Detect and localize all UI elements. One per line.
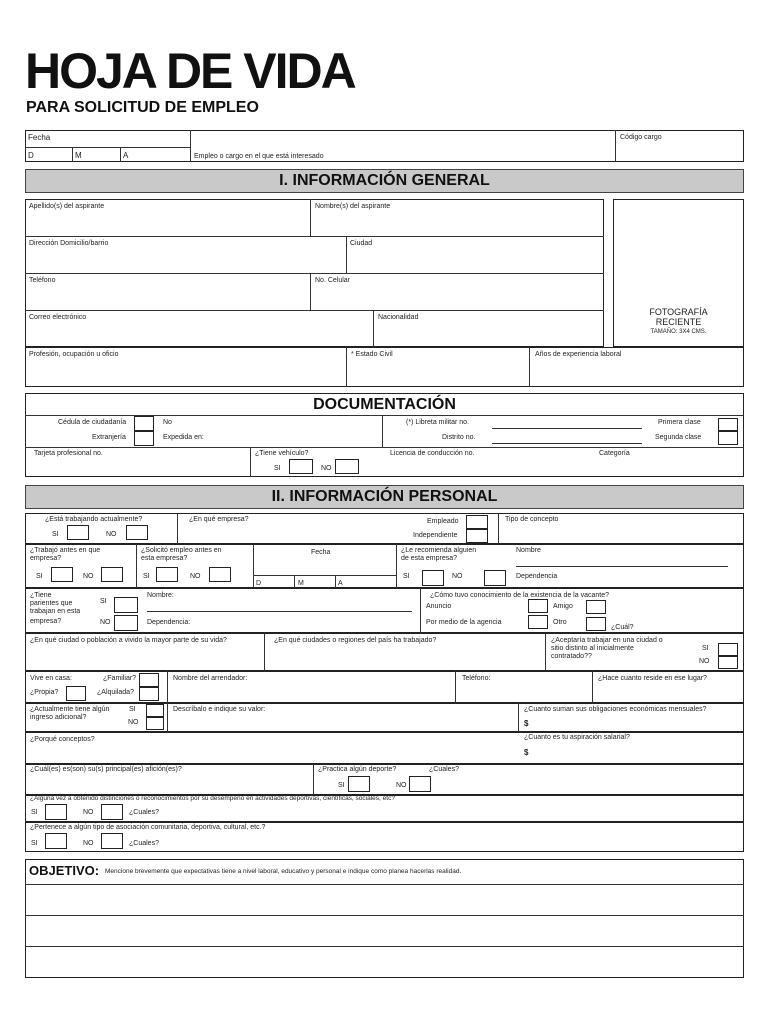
trabajo-antes-label-1: ¿Trabajó antes en que — [30, 547, 101, 554]
objetivo-label: OBJETIVO: — [29, 863, 100, 878]
ingreso-no-label: NO — [128, 719, 139, 726]
independiente-checkbox[interactable] — [466, 529, 488, 543]
amigo-label: Amigo — [553, 603, 573, 610]
extranjeria-checkbox[interactable] — [134, 431, 154, 446]
fecha-solicitud-a: A — [338, 580, 343, 587]
celular-label: No. Celular — [315, 277, 351, 284]
distinciones-no-label: NO — [83, 809, 94, 816]
recomienda-label-1: ¿Le recomienda alguien — [401, 547, 477, 554]
categoria-label: Categoría — [599, 450, 630, 457]
nacionalidad-label: Nacionalidad — [378, 314, 419, 321]
empleo-label: Empleo o cargo en el que está interesado — [194, 153, 324, 160]
segunda-clase-checkbox[interactable] — [718, 431, 738, 445]
aceptaria-no-label: NO — [699, 658, 710, 665]
distinciones-no-checkbox[interactable] — [101, 804, 123, 820]
arrendador-telefono-label: Teléfono: — [462, 675, 491, 682]
ciudad-vivido-label: ¿En qué ciudad o población a vivido la mayor parte de su vida? — [30, 637, 227, 644]
aspiracion-label: ¿Cuanto es tu aspiración salarial? — [524, 734, 630, 741]
page-subtitle: PARA SOLICITUD DE EMPLEO — [26, 99, 259, 116]
que-empresa-label: ¿En qué empresa? — [189, 516, 249, 523]
dia-label: D — [28, 151, 34, 160]
photo-label-2: RECIENTE — [655, 317, 702, 327]
ingreso-label-2: ingreso adicional? — [30, 714, 87, 721]
trabajando-no-label: NO — [106, 531, 117, 538]
cedula-label: Cédula de ciudadanía — [58, 419, 127, 426]
trabajando-si-label: SI — [52, 531, 59, 538]
apellidos-label: Apellido(s) del aspirante — [29, 203, 105, 210]
vehiculo-si-checkbox[interactable] — [289, 459, 313, 474]
cedula-checkbox[interactable] — [134, 416, 154, 431]
otro-label: Otro — [553, 619, 567, 626]
mes-label: M — [75, 151, 82, 160]
primera-clase-checkbox[interactable] — [718, 418, 738, 431]
parientes-label-4: empresa? — [30, 618, 62, 625]
section-personal-heading: II. INFORMACIÓN PERSONAL — [25, 485, 744, 509]
ingreso-label-1: ¿Actualmente tiene algún — [30, 706, 110, 713]
distinciones-si-label: SI — [31, 809, 38, 816]
hace-cuanto-label: ¿Hace cuanto reside en ese lugar? — [598, 675, 707, 682]
describalo-label: Descríbalo e indique su valor: — [173, 706, 266, 713]
photo-size-label: TAMAÑO: 3X4 CMS. — [650, 329, 707, 335]
asociacion-no-label: NO — [83, 840, 94, 847]
parientes-dependencia-label: Dependencia: — [147, 619, 191, 626]
ciudades-trabajado-label: ¿En qué ciudades o regiones del país ha trabajado? — [274, 637, 437, 644]
agencia-label: Por medio de la agencia — [426, 619, 502, 626]
direccion-label: Dirección Domicilio/barrio — [29, 240, 109, 247]
solicito-label-2: esta empresa? — [141, 555, 188, 562]
tipo-contrato-label: Tipo de concepto — [505, 516, 559, 523]
solicito-no-label: NO — [190, 573, 201, 580]
recomienda-nombre-label: Nombre — [516, 547, 541, 554]
photo-label-1: FOTOGRAFÍA — [649, 307, 708, 317]
ingreso-si-label: SI — [129, 706, 136, 713]
asociacion-no-checkbox[interactable] — [101, 833, 123, 849]
trabajo-antes-no-checkbox[interactable] — [101, 567, 123, 582]
parientes-si-checkbox[interactable] — [114, 597, 138, 613]
propia-label: ¿Propia? — [30, 689, 59, 696]
documentacion-heading: DOCUMENTACIÓN — [313, 396, 456, 413]
parientes-no-label: NO — [100, 619, 111, 626]
parientes-si-label: SI — [100, 598, 107, 605]
ano-label: A — [123, 151, 129, 160]
ciudad-label: Ciudad — [350, 240, 373, 247]
arrendador-label: Nombre del arrendador: — [173, 675, 248, 682]
distinciones-label: ¿Alguna vez a obtenido distinciones o reconocimientos por su desempeño en actividades deportivas, científicas, sociales, etc? — [30, 795, 395, 802]
distinciones-cuales-label: ¿Cuales? — [129, 809, 159, 816]
aceptaria-si-label: SI — [702, 645, 709, 652]
trabajando-si-checkbox[interactable] — [67, 525, 89, 540]
fecha-label: Fecha — [28, 133, 51, 142]
recomienda-dependencia-label: Dependencia — [516, 573, 558, 580]
familiar-checkbox[interactable] — [139, 673, 159, 687]
deporte-si-label: SI — [338, 782, 345, 789]
trabajo-antes-no-label: NO — [83, 573, 94, 580]
cedula-no-label: No — [163, 419, 172, 426]
otro-checkbox[interactable] — [586, 617, 606, 631]
solicito-label-1: ¿Solicitó empleo antes en — [141, 547, 222, 554]
deporte-label: ¿Practica algún deporte? — [318, 766, 397, 773]
objetivo-instructions: Mencione brevemente que expectativas tiene a nivel laboral, educativo y personal e indique como planea hacerlas realidad. — [105, 868, 462, 875]
profesion-label: Profesión, ocupación u oficio — [29, 351, 119, 358]
aficiones-label: ¿Cuál(es) es(son) su(s) principal(es) afición(es)? — [30, 766, 182, 773]
aceptaria-label-3: contratado?? — [551, 653, 592, 660]
vehiculo-no-checkbox[interactable] — [335, 459, 359, 474]
empleado-label: Empleado — [427, 518, 459, 525]
estado-civil-label: * Estado Civil — [351, 351, 393, 358]
parientes-nombre-label: Nombre: — [147, 592, 174, 599]
alquilada-label: ¿Alquilada? — [97, 689, 134, 696]
parientes-label-3: trabajan en esta — [30, 608, 81, 615]
fecha-solicitud-d: D — [256, 580, 262, 587]
licencia-label: Licencia de conducción no. — [390, 450, 475, 457]
libreta-label: (*) Libreta militar no. — [406, 419, 470, 426]
aceptaria-si-checkbox[interactable] — [718, 643, 738, 656]
agencia-checkbox[interactable] — [528, 615, 548, 629]
recomienda-si-checkbox[interactable] — [422, 570, 444, 586]
ingreso-si-checkbox[interactable] — [146, 704, 164, 717]
row-conceptos — [25, 732, 744, 764]
independiente-label: Independiente — [413, 532, 458, 539]
distinciones-si-checkbox[interactable] — [45, 804, 67, 820]
objetivo-box — [25, 859, 744, 978]
solicito-no-checkbox[interactable] — [209, 567, 231, 582]
asociacion-si-label: SI — [31, 840, 38, 847]
page-title: HOJA DE VIDA — [25, 43, 355, 99]
obligaciones-dollar: $ — [524, 719, 529, 728]
anuncio-checkbox[interactable] — [528, 599, 548, 613]
como-tuvo-label: ¿Cómo tuvo conocimiento de la existencia de la vacante? — [430, 592, 609, 599]
correo-label: Correo electrónico — [29, 314, 87, 321]
vehiculo-label: ¿Tiene vehículo? — [255, 450, 309, 457]
codigo-label: Código cargo — [620, 134, 662, 141]
aspiracion-dollar: $ — [524, 748, 529, 757]
trabajando-label: ¿Está trabajando actualmente? — [45, 516, 143, 523]
telefono-label: Teléfono — [29, 277, 56, 284]
recomienda-no-label: NO — [452, 573, 463, 580]
alquilada-checkbox[interactable] — [139, 687, 159, 701]
aceptaria-label-1: ¿Aceptaría trabajar en una ciudad o — [551, 637, 663, 644]
vehiculo-no-label: NO — [321, 465, 332, 472]
segunda-clase-label: Segunda clase — [655, 434, 702, 441]
amigo-checkbox[interactable] — [586, 600, 606, 614]
fecha-solicitud-m: M — [298, 580, 304, 587]
recomienda-no-checkbox[interactable] — [484, 570, 506, 586]
deporte-si-checkbox[interactable] — [348, 776, 370, 792]
parientes-label-2: parientes que — [30, 600, 73, 607]
tarjeta-label: Tarjeta profesional no. — [34, 450, 103, 457]
recomienda-si-label: SI — [403, 573, 410, 580]
trabajo-antes-label-2: empresa? — [30, 555, 62, 562]
asociacion-cuales-label: ¿Cuales? — [129, 840, 159, 847]
primera-clase-label: Primera clase — [658, 419, 701, 426]
section-general-heading: I. INFORMACIÓN GENERAL — [25, 169, 744, 193]
trabajo-antes-si-checkbox[interactable] — [51, 567, 73, 582]
parientes-no-checkbox[interactable] — [114, 615, 138, 631]
empleado-checkbox[interactable] — [466, 515, 488, 529]
trabajo-antes-si-label: SI — [36, 573, 43, 580]
fecha-solicitud-label: Fecha — [311, 549, 331, 556]
cual-label: ¿Cuál? — [611, 624, 634, 631]
propia-checkbox[interactable] — [66, 686, 86, 701]
concepto-label: ¿Porqué conceptos? — [30, 736, 95, 743]
solicito-si-checkbox[interactable] — [156, 567, 178, 582]
recomienda-label-2: de esta empresa? — [401, 555, 458, 562]
asociacion-si-checkbox[interactable] — [45, 833, 67, 849]
expedida-label: Expedida en: — [163, 434, 204, 441]
obligaciones-label: ¿Cuanto suman sus obligaciones económicas mensuales? — [524, 706, 707, 713]
ingreso-no-checkbox[interactable] — [146, 717, 164, 730]
anuncio-label: Anuncio — [426, 603, 452, 610]
deporte-no-checkbox[interactable] — [409, 776, 431, 792]
vehiculo-si-label: SI — [274, 465, 281, 472]
nombres-label: Nombre(s) del aspirante — [315, 203, 391, 210]
distrito-label: Distrito no. — [442, 434, 476, 441]
familiar-label: ¿Familiar? — [103, 675, 137, 682]
solicito-si-label: SI — [143, 573, 150, 580]
extranjeria-label: Extranjería — [92, 434, 126, 441]
deporte-no-label: NO — [396, 782, 407, 789]
parientes-label-1: ¿Tiene — [30, 592, 52, 599]
experiencia-label: Años de experiencia laboral — [535, 351, 622, 358]
aceptaria-label-2: sitio distinto al inicialmente — [551, 645, 634, 652]
deporte-cuales-label: ¿Cuales? — [429, 766, 459, 773]
trabajando-no-checkbox[interactable] — [126, 525, 148, 540]
aceptaria-no-checkbox[interactable] — [718, 656, 738, 669]
asociacion-label: ¿Pertenece a algún tipo de asociación comunitaria, deportiva, cultural, etc.? — [30, 824, 266, 831]
vive-label: Vive en casa: — [30, 675, 72, 682]
